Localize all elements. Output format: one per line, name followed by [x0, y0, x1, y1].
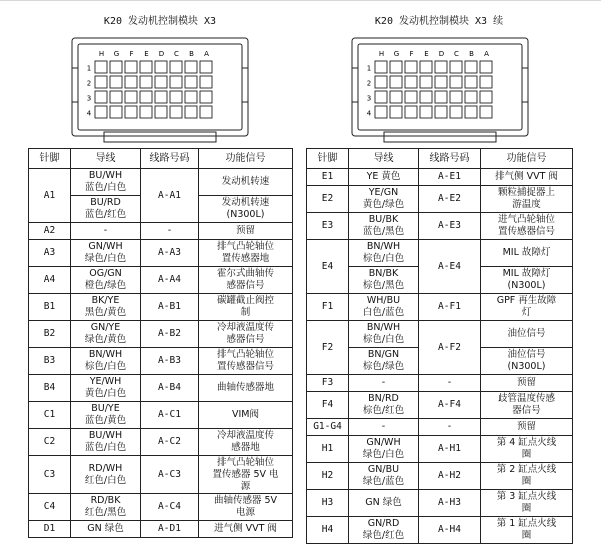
connector-pin-cavity — [200, 76, 212, 88]
connector-pin-cavity — [435, 76, 447, 88]
table-row — [29, 375, 293, 402]
connector-pin-cavity — [480, 91, 492, 103]
function-cell: 霍尔式曲轴传 感器信号 — [199, 267, 293, 294]
connector-pin-cavity — [420, 61, 432, 73]
table-row — [307, 463, 573, 490]
connector-pin-cavity — [110, 91, 122, 103]
connector-pin-cavity — [405, 106, 417, 118]
panel-left — [28, 0, 292, 560]
connector-row-label: 2 — [86, 79, 92, 88]
connector-row-label: 1 — [366, 64, 372, 73]
connector-pin-cavity — [450, 106, 462, 118]
function-cell: 碳罐截止阀控 制 — [199, 294, 293, 321]
wire-cell: BU/WH 蓝色/白色 — [71, 169, 141, 196]
pin-cell: A4 — [29, 267, 71, 294]
pin-cell: A3 — [29, 240, 71, 267]
connector-pin-cavity — [375, 61, 387, 73]
connector-pin-cavity — [420, 106, 432, 118]
circuit-cell: A-H3 — [419, 490, 481, 517]
table-row — [307, 490, 573, 517]
function-cell: 发动机转速 (N300L) — [199, 196, 293, 223]
connector-pin-cavity — [185, 91, 197, 103]
pin-cell: F3 — [307, 375, 349, 392]
function-cell: 油位信号 (N300L) — [481, 348, 573, 375]
connector-row-label: 3 — [366, 94, 372, 103]
function-cell: VIM阀 — [199, 402, 293, 429]
connector-pin-cavity — [375, 76, 387, 88]
connector-pin-cavity — [390, 76, 402, 88]
connector-column-label: B — [469, 50, 474, 58]
circuit-cell: A-C4 — [141, 494, 199, 521]
connector-pin-cavity — [125, 106, 137, 118]
wire-cell: YE/WH 黄色/白色 — [71, 375, 141, 402]
pin-table-left — [28, 148, 293, 538]
pin-cell: G1-G4 — [307, 419, 349, 436]
table-row — [29, 456, 293, 494]
wire-cell: BN/BK 棕色/黑色 — [349, 267, 419, 294]
connector-row-label: 4 — [86, 109, 92, 118]
circuit-cell: A-A4 — [141, 267, 199, 294]
circuit-cell: A-C3 — [141, 456, 199, 494]
connector-pin-cavity — [480, 61, 492, 73]
connector-pin-cavity — [110, 76, 122, 88]
column-header: 线路号码 — [419, 149, 481, 169]
table-header-row — [307, 149, 573, 169]
connector-pin-cavity — [420, 76, 432, 88]
table-row — [29, 223, 293, 240]
wire-cell: BN/WH 棕色/白色 — [71, 348, 141, 375]
connector-pin-cavity — [95, 61, 107, 73]
circuit-cell: A-F1 — [419, 294, 481, 321]
wire-cell: GN 绿色 — [71, 521, 141, 538]
table-row — [307, 321, 573, 348]
column-header: 功能信号 — [199, 149, 293, 169]
circuit-cell: A-D1 — [141, 521, 199, 538]
connector-pin-cavity — [375, 91, 387, 103]
table-row — [29, 402, 293, 429]
connector-column-label: G — [393, 50, 400, 58]
pin-cell: A1 — [29, 169, 71, 223]
table-row — [29, 348, 293, 375]
connector-pin-cavity — [405, 61, 417, 73]
table-row — [307, 392, 573, 419]
function-cell: 预留 — [481, 375, 573, 392]
connector-pin-cavity — [95, 106, 107, 118]
pin-cell: B1 — [29, 294, 71, 321]
circuit-cell: A-A3 — [141, 240, 199, 267]
pin-cell: F4 — [307, 392, 349, 419]
pin-cell: H3 — [307, 490, 349, 517]
wire-cell: BN/GN 棕色/绿色 — [349, 348, 419, 375]
connector-pin-cavity — [465, 106, 477, 118]
table-row — [29, 267, 293, 294]
table-row — [29, 429, 293, 456]
function-cell: 冷却液温度传 感器信号 — [199, 321, 293, 348]
pin-cell: C4 — [29, 494, 71, 521]
circuit-cell: A-B3 — [141, 348, 199, 375]
function-cell: 预留 — [199, 223, 293, 240]
circuit-cell: A-F4 — [419, 392, 481, 419]
wire-cell: GN/YE 绿色/黄色 — [71, 321, 141, 348]
circuit-cell: A-E2 — [419, 186, 481, 213]
circuit-cell: A-H1 — [419, 436, 481, 463]
function-cell: 曲轴传感器 5V 电源 — [199, 494, 293, 521]
connector-pin-cavity — [110, 106, 122, 118]
connector-pin-cavity — [140, 106, 152, 118]
table-row — [307, 240, 573, 267]
connector-row-label: 3 — [86, 94, 92, 103]
connector-column-label: G — [113, 50, 120, 58]
pin-cell: E4 — [307, 240, 349, 294]
table-row — [307, 213, 573, 240]
connector-pin-cavity — [465, 76, 477, 88]
wire-cell: - — [349, 419, 419, 436]
wire-cell: GN 绿色 — [349, 490, 419, 517]
connector-pin-cavity — [450, 76, 462, 88]
connector-pin-cavity — [405, 76, 417, 88]
connector-column-label: F — [409, 50, 414, 58]
connector-pin-cavity — [435, 106, 447, 118]
column-header: 导线 — [71, 149, 141, 169]
connector-pin-cavity — [170, 76, 182, 88]
table-row — [307, 294, 573, 321]
connector-pin-cavity — [140, 91, 152, 103]
table-row — [307, 517, 573, 544]
connector-column-label: A — [484, 50, 489, 58]
wire-cell: BU/RD 蓝色/红色 — [71, 196, 141, 223]
connector-pin-cavity — [155, 91, 167, 103]
function-cell: 第 2 缸点火线 圈 — [481, 463, 573, 490]
table-row — [29, 240, 293, 267]
panel-title-right: K20 发动机控制模块 X3 续 — [374, 16, 504, 27]
connector-row-label: 4 — [366, 109, 372, 118]
table-row — [307, 419, 573, 436]
circuit-cell: A-B4 — [141, 375, 199, 402]
column-header: 导线 — [349, 149, 419, 169]
connector-pin-cavity — [200, 106, 212, 118]
connector-column-label: A — [204, 50, 209, 58]
wire-cell: RD/BK 红色/黑色 — [71, 494, 141, 521]
function-cell: 曲轴传感器地 — [199, 375, 293, 402]
function-cell: 排气凸轮轴位 置传感器信号 — [199, 348, 293, 375]
circuit-cell: - — [419, 419, 481, 436]
connector-pin-cavity — [125, 61, 137, 73]
connector-pin-cavity — [465, 91, 477, 103]
connector-column-label: H — [378, 50, 385, 58]
wire-cell: YE/GN 黄色/绿色 — [349, 186, 419, 213]
connector-pin-cavity — [170, 106, 182, 118]
connector-column-label: B — [189, 50, 194, 58]
pin-cell: B3 — [29, 348, 71, 375]
connector-pin-cavity — [140, 61, 152, 73]
table-row — [29, 521, 293, 538]
function-cell: MIL 故障灯 (N300L) — [481, 267, 573, 294]
wire-cell: RD/WH 红色/白色 — [71, 456, 141, 494]
connector-row-label: 1 — [86, 64, 92, 73]
function-cell: 颗粒捕捉器上 游温度 — [481, 186, 573, 213]
connector-pin-cavity — [185, 76, 197, 88]
connector-pin-cavity — [155, 61, 167, 73]
panel-right — [306, 0, 572, 560]
pin-cell: C2 — [29, 429, 71, 456]
connector-column-label: F — [129, 50, 134, 58]
connector-pin-cavity — [125, 91, 137, 103]
connector-pin-cavity — [170, 61, 182, 73]
circuit-cell: A-E4 — [419, 240, 481, 294]
table-row — [29, 294, 293, 321]
pin-cell: H2 — [307, 463, 349, 490]
connector-pin-cavity — [200, 91, 212, 103]
pin-table-right — [306, 148, 573, 544]
column-header: 线路号码 — [141, 149, 199, 169]
table-row — [307, 169, 573, 186]
function-cell: 冷却液温度传 感器地 — [199, 429, 293, 456]
pin-cell: F2 — [307, 321, 349, 375]
table-row — [307, 436, 573, 463]
connector-pin-cavity — [480, 76, 492, 88]
wire-cell: GN/WH 绿色/白色 — [349, 436, 419, 463]
table-row — [29, 169, 293, 196]
connector-pin-cavity — [450, 91, 462, 103]
function-cell: 第 1 缸点火线 圈 — [481, 517, 573, 544]
connector-column-label: C — [454, 50, 459, 58]
function-cell: 进气侧 VVT 阀 — [199, 521, 293, 538]
connector-pin-cavity — [125, 76, 137, 88]
function-cell: 进气凸轮轴位 置传感器信号 — [481, 213, 573, 240]
connector-column-label: D — [158, 50, 165, 58]
pin-cell: C3 — [29, 456, 71, 494]
circuit-cell: - — [141, 223, 199, 240]
pin-cell: E2 — [307, 186, 349, 213]
column-header: 针脚 — [29, 149, 71, 169]
function-cell: 歧管温度传感 器信号 — [481, 392, 573, 419]
column-header: 功能信号 — [481, 149, 573, 169]
pin-cell: B2 — [29, 321, 71, 348]
function-cell: 预留 — [481, 419, 573, 436]
connector-pin-cavity — [170, 91, 182, 103]
connector-pin-cavity — [435, 61, 447, 73]
table-row — [29, 494, 293, 521]
connector-pin-cavity — [95, 76, 107, 88]
connector-pin-cavity — [140, 76, 152, 88]
table-row — [307, 375, 573, 392]
pin-cell: E3 — [307, 213, 349, 240]
circuit-cell: A-C1 — [141, 402, 199, 429]
connector-pin-cavity — [465, 61, 477, 73]
connector-pin-cavity — [185, 61, 197, 73]
function-cell: MIL 故障灯 — [481, 240, 573, 267]
wire-cell: OG/GN 橙色/绿色 — [71, 267, 141, 294]
connector-diagram-right — [306, 28, 572, 148]
table-header-row — [29, 149, 293, 169]
function-cell: 排气凸轮轴位 置传感器 5V 电 源 — [199, 456, 293, 494]
wire-cell: BN/WH 棕色/白色 — [349, 321, 419, 348]
connector-pin-cavity — [390, 91, 402, 103]
column-header: 针脚 — [307, 149, 349, 169]
circuit-cell: A-H2 — [419, 463, 481, 490]
pin-cell: H4 — [307, 517, 349, 544]
connector-column-label: E — [424, 50, 429, 58]
circuit-cell: A-B1 — [141, 294, 199, 321]
pin-cell: C1 — [29, 402, 71, 429]
wire-cell: BU/WH 蓝色/白色 — [71, 429, 141, 456]
circuit-cell: A-E1 — [419, 169, 481, 186]
pin-cell: E1 — [307, 169, 349, 186]
circuit-cell: A-C2 — [141, 429, 199, 456]
pin-cell: A2 — [29, 223, 71, 240]
wire-cell: BU/YE 蓝色/黄色 — [71, 402, 141, 429]
pin-cell: B4 — [29, 375, 71, 402]
wire-cell: - — [71, 223, 141, 240]
connector-pin-cavity — [155, 106, 167, 118]
connector-pin-cavity — [390, 106, 402, 118]
function-cell: GPF 再生故障 灯 — [481, 294, 573, 321]
wire-cell: BN/RD 棕色/红色 — [349, 392, 419, 419]
function-cell: 第 4 缸点火线 圈 — [481, 436, 573, 463]
circuit-cell: A-H4 — [419, 517, 481, 544]
connector-column-label: E — [144, 50, 149, 58]
connector-pin-cavity — [390, 61, 402, 73]
table-row — [307, 186, 573, 213]
connector-pin-cavity — [450, 61, 462, 73]
pin-cell: F1 — [307, 294, 349, 321]
connector-pin-cavity — [435, 91, 447, 103]
connector-pin-cavity — [420, 91, 432, 103]
wire-cell: BU/BK 蓝色/黑色 — [349, 213, 419, 240]
connector-pin-cavity — [375, 106, 387, 118]
function-cell: 排气凸轮轴位 置传感器地 — [199, 240, 293, 267]
pin-cell: D1 — [29, 521, 71, 538]
wire-cell: BK/YE 黑色/黄色 — [71, 294, 141, 321]
circuit-cell: A-B2 — [141, 321, 199, 348]
panel-title-left: K20 发动机控制模块 X3 — [103, 16, 217, 27]
function-cell: 第 3 缸点火线 圈 — [481, 490, 573, 517]
function-cell: 油位信号 — [481, 321, 573, 348]
connector-pin-cavity — [200, 61, 212, 73]
pin-cell: H1 — [307, 436, 349, 463]
wire-cell: BN/WH 棕色/白色 — [349, 240, 419, 267]
connector-column-label: D — [438, 50, 445, 58]
circuit-cell: - — [419, 375, 481, 392]
wire-cell: WH/BU 白色/蓝色 — [349, 294, 419, 321]
connector-column-label: H — [98, 50, 105, 58]
wire-cell: - — [349, 375, 419, 392]
connector-pin-cavity — [95, 91, 107, 103]
connector-pin-cavity — [155, 76, 167, 88]
connector-pin-cavity — [185, 106, 197, 118]
wire-cell: YE 黄色 — [349, 169, 419, 186]
function-cell: 发动机转速 — [199, 169, 293, 196]
circuit-cell: A-E3 — [419, 213, 481, 240]
wire-cell: GN/RD 绿色/红色 — [349, 517, 419, 544]
function-cell: 排气侧 VVT 阀 — [481, 169, 573, 186]
circuit-cell: A-F2 — [419, 321, 481, 375]
table-row — [29, 321, 293, 348]
wire-cell: GN/WH 绿色/白色 — [71, 240, 141, 267]
circuit-cell: A-A1 — [141, 169, 199, 223]
connector-pin-cavity — [405, 91, 417, 103]
connector-column-label: C — [174, 50, 179, 58]
connector-pin-cavity — [110, 61, 122, 73]
connector-diagram-left — [28, 28, 292, 148]
connector-row-label: 2 — [366, 79, 372, 88]
connector-pin-cavity — [480, 106, 492, 118]
wire-cell: GN/BU 绿色/蓝色 — [349, 463, 419, 490]
